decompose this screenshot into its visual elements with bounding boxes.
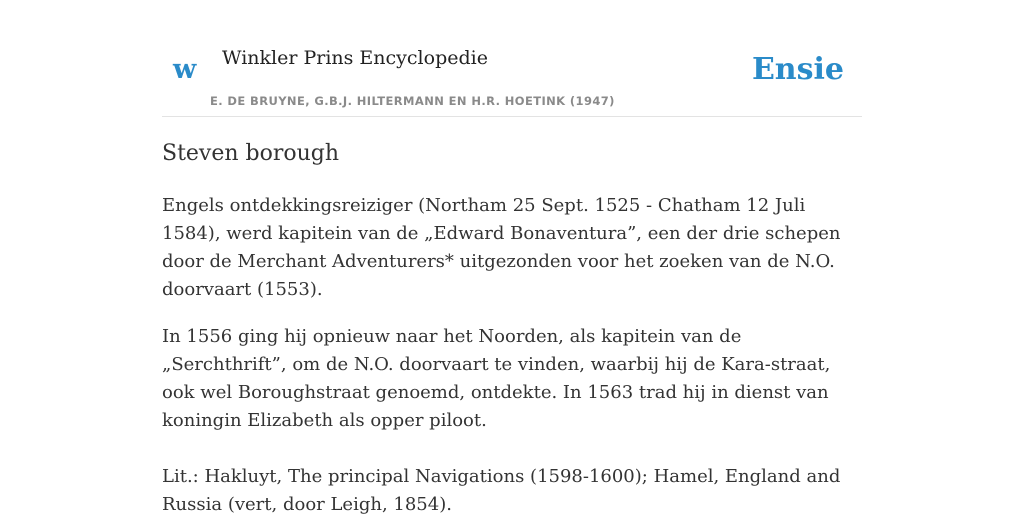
book-title-link[interactable]: Winkler Prins Encyclopedie	[222, 47, 488, 69]
winkler-prins-logo-icon[interactable]: w	[173, 54, 197, 85]
ensie-logo-link[interactable]: Ensie	[751, 52, 844, 87]
article-content	[162, 138, 862, 519]
book-authors: E. DE BRUYNE, G.B.J. HILTERMANN EN H.R. HOETINK (1947)	[210, 94, 615, 108]
article-paragraph: In 1556 ging hij opnieuw naar het Noorden, als kapitein van de „Serchthrift”, om de N.O. doorvaart te vinden, waarbij hij de Kara-straat, ook wel Boroughstraat genoemd, ontdekte. In 1563 trad hij in dienst van koningin Elizabeth als opper piloot.	[162, 326, 831, 431]
article-paragraph: Engels ontdekkingsreiziger (Northam 25 Sept. 1525 - Chatham 12 Juli 1584), werd kapitein van de „Edward Bonaventura”, een der drie schepen door de Merchant Adventurers* uitgezonden voor het zoeken van de N.O. doorvaart (1553).	[162, 195, 841, 300]
article-literature: Lit.: Hakluyt, The principal Navigations (1598-1600); Hamel, England and Russia (vert, door Leigh, 1854).	[162, 466, 841, 515]
page-header	[162, 0, 862, 117]
article-title: Steven borough	[162, 141, 340, 166]
